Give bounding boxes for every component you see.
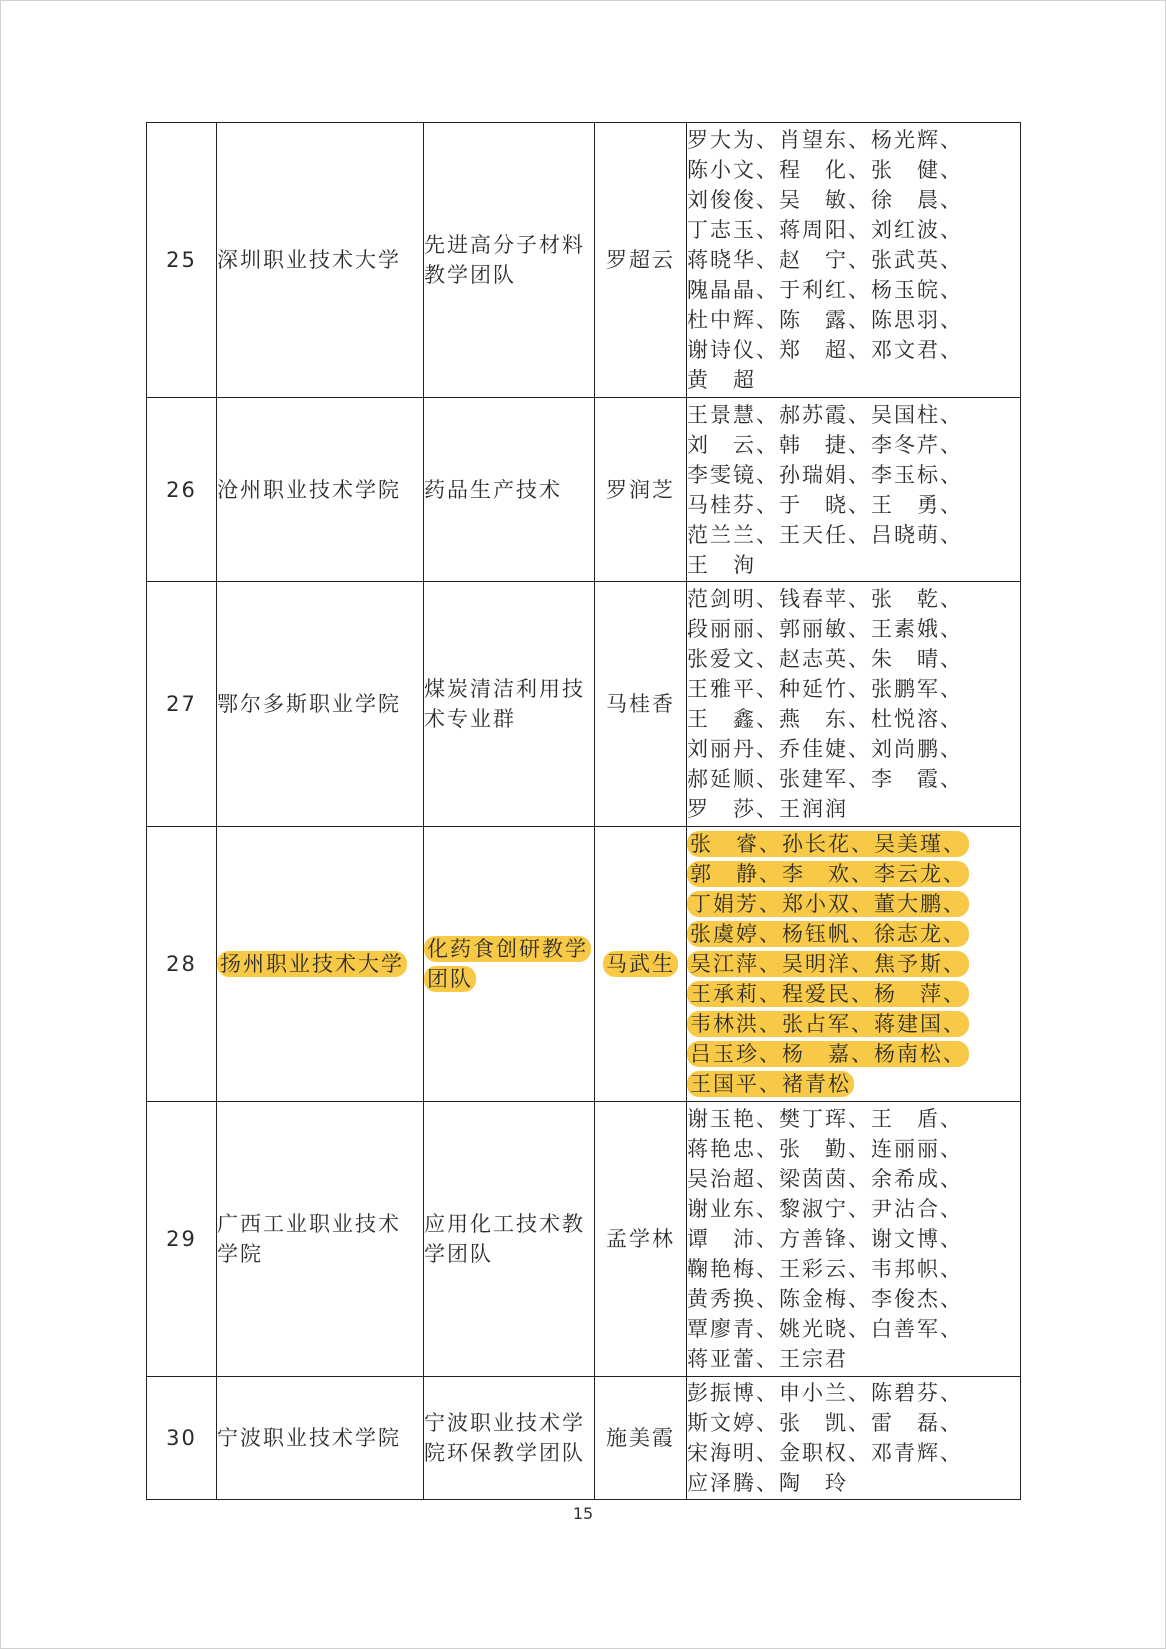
school-text: 深圳职业技术大学: [217, 248, 401, 272]
member-line: 罗 莎、王润润: [687, 797, 848, 821]
member-line-highlight: 吕玉珍、杨 嘉、杨南松、: [687, 1041, 969, 1067]
member-line: [687, 889, 1020, 919]
school-text: 广西工业职业技术学院: [217, 1212, 401, 1266]
row-number: 26: [147, 398, 217, 582]
member-line: 张爱文、赵志英、朱 晴、: [687, 647, 963, 671]
member-line: 宋海明、金职权、邓青辉、: [687, 1441, 963, 1465]
team-members: [687, 582, 1021, 827]
school-name: [217, 123, 424, 398]
member-line: 鞠艳梅、王彩云、韦邦帜、: [687, 1257, 963, 1281]
team-text: 宁波职业技术学院环保教学团队: [424, 1411, 585, 1465]
table-row: [147, 398, 1021, 582]
member-line-highlight: 郭 静、李 欢、李云龙、: [687, 861, 969, 887]
row-number: 25: [147, 123, 217, 398]
member-line: 王景慧、郝苏霞、吴国柱、: [687, 402, 963, 427]
member-line: [687, 1069, 1020, 1099]
member-line: 陈小文、程 化、张 健、: [687, 158, 963, 182]
member-line-highlight: 王承莉、程爱民、杨 萍、: [687, 981, 969, 1007]
school-name: [217, 582, 424, 827]
team-leader: [595, 1102, 687, 1377]
member-line: 李雯镜、孙瑞娟、李玉标、: [687, 462, 963, 487]
member-line: 马桂芬、于 晓、王 勇、: [687, 492, 963, 517]
team-name: [424, 1377, 595, 1500]
member-line: 彭振博、申小兰、陈碧芬、: [687, 1381, 963, 1405]
team-leader: [595, 1377, 687, 1500]
member-line: 蒋晓华、赵 宁、张武英、: [687, 248, 963, 272]
school-text: 沧州职业技术学院: [217, 477, 401, 502]
member-line: [687, 859, 1020, 889]
table-row: [147, 123, 1021, 398]
member-line: 谢玉艳、樊丁珲、王 盾、: [687, 1107, 963, 1131]
table-body: [147, 123, 1021, 1500]
table-row: [147, 1102, 1021, 1377]
member-line: [687, 979, 1020, 1009]
member-line: 杜中辉、陈 露、陈思羽、: [687, 308, 963, 332]
member-line: [687, 829, 1020, 859]
member-line-highlight: 丁娟芳、郑小双、董大鹏、: [687, 891, 969, 917]
team-members: [687, 827, 1021, 1102]
school-text: 鄂尔多斯职业学院: [217, 692, 401, 716]
member-line: 王 洵: [687, 552, 756, 577]
team-members: [687, 1377, 1021, 1500]
leader-text: 施美霞: [606, 1426, 675, 1450]
team-name: [424, 1102, 595, 1377]
team-table: [146, 122, 1021, 1500]
leader-text: 孟学林: [606, 1227, 675, 1251]
member-line: 刘俊俊、吴 敏、徐 晨、: [687, 188, 963, 212]
member-line: 王雅平、种延竹、张鹏军、: [687, 677, 963, 701]
leader-text: 罗润芝: [606, 477, 675, 502]
leader-text: 马桂香: [606, 692, 675, 716]
row-number: 29: [147, 1102, 217, 1377]
school-text-highlight: 扬州职业技术大学: [217, 951, 407, 977]
row-number: 27: [147, 582, 217, 827]
school-name: [217, 1102, 424, 1377]
member-line: 段丽丽、郭丽敏、王素娥、: [687, 617, 963, 641]
school-name: [217, 827, 424, 1102]
member-line-highlight: 张虞婷、杨钰帆、徐志龙、: [687, 921, 969, 947]
member-line: 蒋亚蕾、王宗君: [687, 1347, 848, 1371]
table-row: [147, 1377, 1021, 1500]
member-line: 覃廖青、姚光晓、白善军、: [687, 1317, 963, 1341]
team-text: 应用化工技术教学团队: [424, 1212, 585, 1266]
team-text-highlight: 化药食创研教学团队: [424, 936, 591, 992]
table-row: [147, 582, 1021, 827]
leader-text-highlight: 马武生: [603, 951, 678, 977]
member-line-highlight: 张 睿、孙长花、吴美瑾、: [687, 831, 969, 857]
member-line: 吴治超、梁茵茵、余希成、: [687, 1167, 963, 1191]
row-number: 30: [147, 1377, 217, 1500]
member-line: 黄秀换、陈金梅、李俊杰、: [687, 1287, 963, 1311]
member-line: [687, 1009, 1020, 1039]
member-line: [687, 949, 1020, 979]
team-members: [687, 1102, 1021, 1377]
team-name: [424, 398, 595, 582]
member-line: 隗晶晶、于利红、杨玉皖、: [687, 278, 963, 302]
member-line: 郝延顺、张建军、李 霞、: [687, 767, 963, 791]
member-line: [687, 919, 1020, 949]
school-text: 宁波职业技术学院: [217, 1426, 401, 1450]
member-line: 斯文婷、张 凯、雷 磊、: [687, 1411, 963, 1435]
team-members: [687, 398, 1021, 582]
member-line-highlight: 吴江萍、吴明洋、焦予斯、: [687, 951, 969, 977]
member-line-highlight: 韦林洪、张占军、蒋建国、: [687, 1011, 969, 1037]
member-line: [687, 1039, 1020, 1069]
team-name: [424, 827, 595, 1102]
school-name: [217, 1377, 424, 1500]
member-line: 谢业东、黎淑宁、尹沾合、: [687, 1197, 963, 1221]
team-text: 先进高分子材料教学团队: [424, 233, 585, 287]
member-line: 黄 超: [687, 368, 756, 392]
member-line: 范剑明、钱春苹、张 乾、: [687, 587, 963, 611]
member-line: 王 鑫、燕 东、杜悦溶、: [687, 707, 963, 731]
member-line: 刘丽丹、乔佳婕、刘尚鹏、: [687, 737, 963, 761]
member-line: 范兰兰、王天任、吕晓萌、: [687, 522, 963, 547]
page-number: 15: [572, 1504, 594, 1523]
team-name: [424, 123, 595, 398]
team-leader: [595, 827, 687, 1102]
team-text: 煤炭清洁利用技术专业群: [424, 677, 585, 731]
member-line: 蒋艳忠、张 勤、连丽丽、: [687, 1137, 963, 1161]
leader-text: 罗超云: [606, 248, 675, 272]
member-line: 丁志玉、蒋周阳、刘红波、: [687, 218, 963, 242]
school-name: [217, 398, 424, 582]
member-line: 谭 沛、方善锋、谢文博、: [687, 1227, 963, 1251]
team-leader: [595, 582, 687, 827]
table-row-highlighted: [147, 827, 1021, 1102]
member-line: 刘 云、韩 捷、李冬芹、: [687, 432, 963, 457]
team-text: 药品生产技术: [424, 477, 562, 502]
team-members: [687, 123, 1021, 398]
team-name: [424, 582, 595, 827]
team-leader: [595, 398, 687, 582]
team-leader: [595, 123, 687, 398]
member-line: 应泽腾、陶 玲: [687, 1471, 848, 1495]
row-number: 28: [147, 827, 217, 1102]
member-line-highlight: 王国平、褚青松: [687, 1071, 854, 1097]
member-line: 罗大为、肖望东、杨光辉、: [687, 128, 963, 152]
member-line: 谢诗仪、郑 超、邓文君、: [687, 338, 963, 362]
